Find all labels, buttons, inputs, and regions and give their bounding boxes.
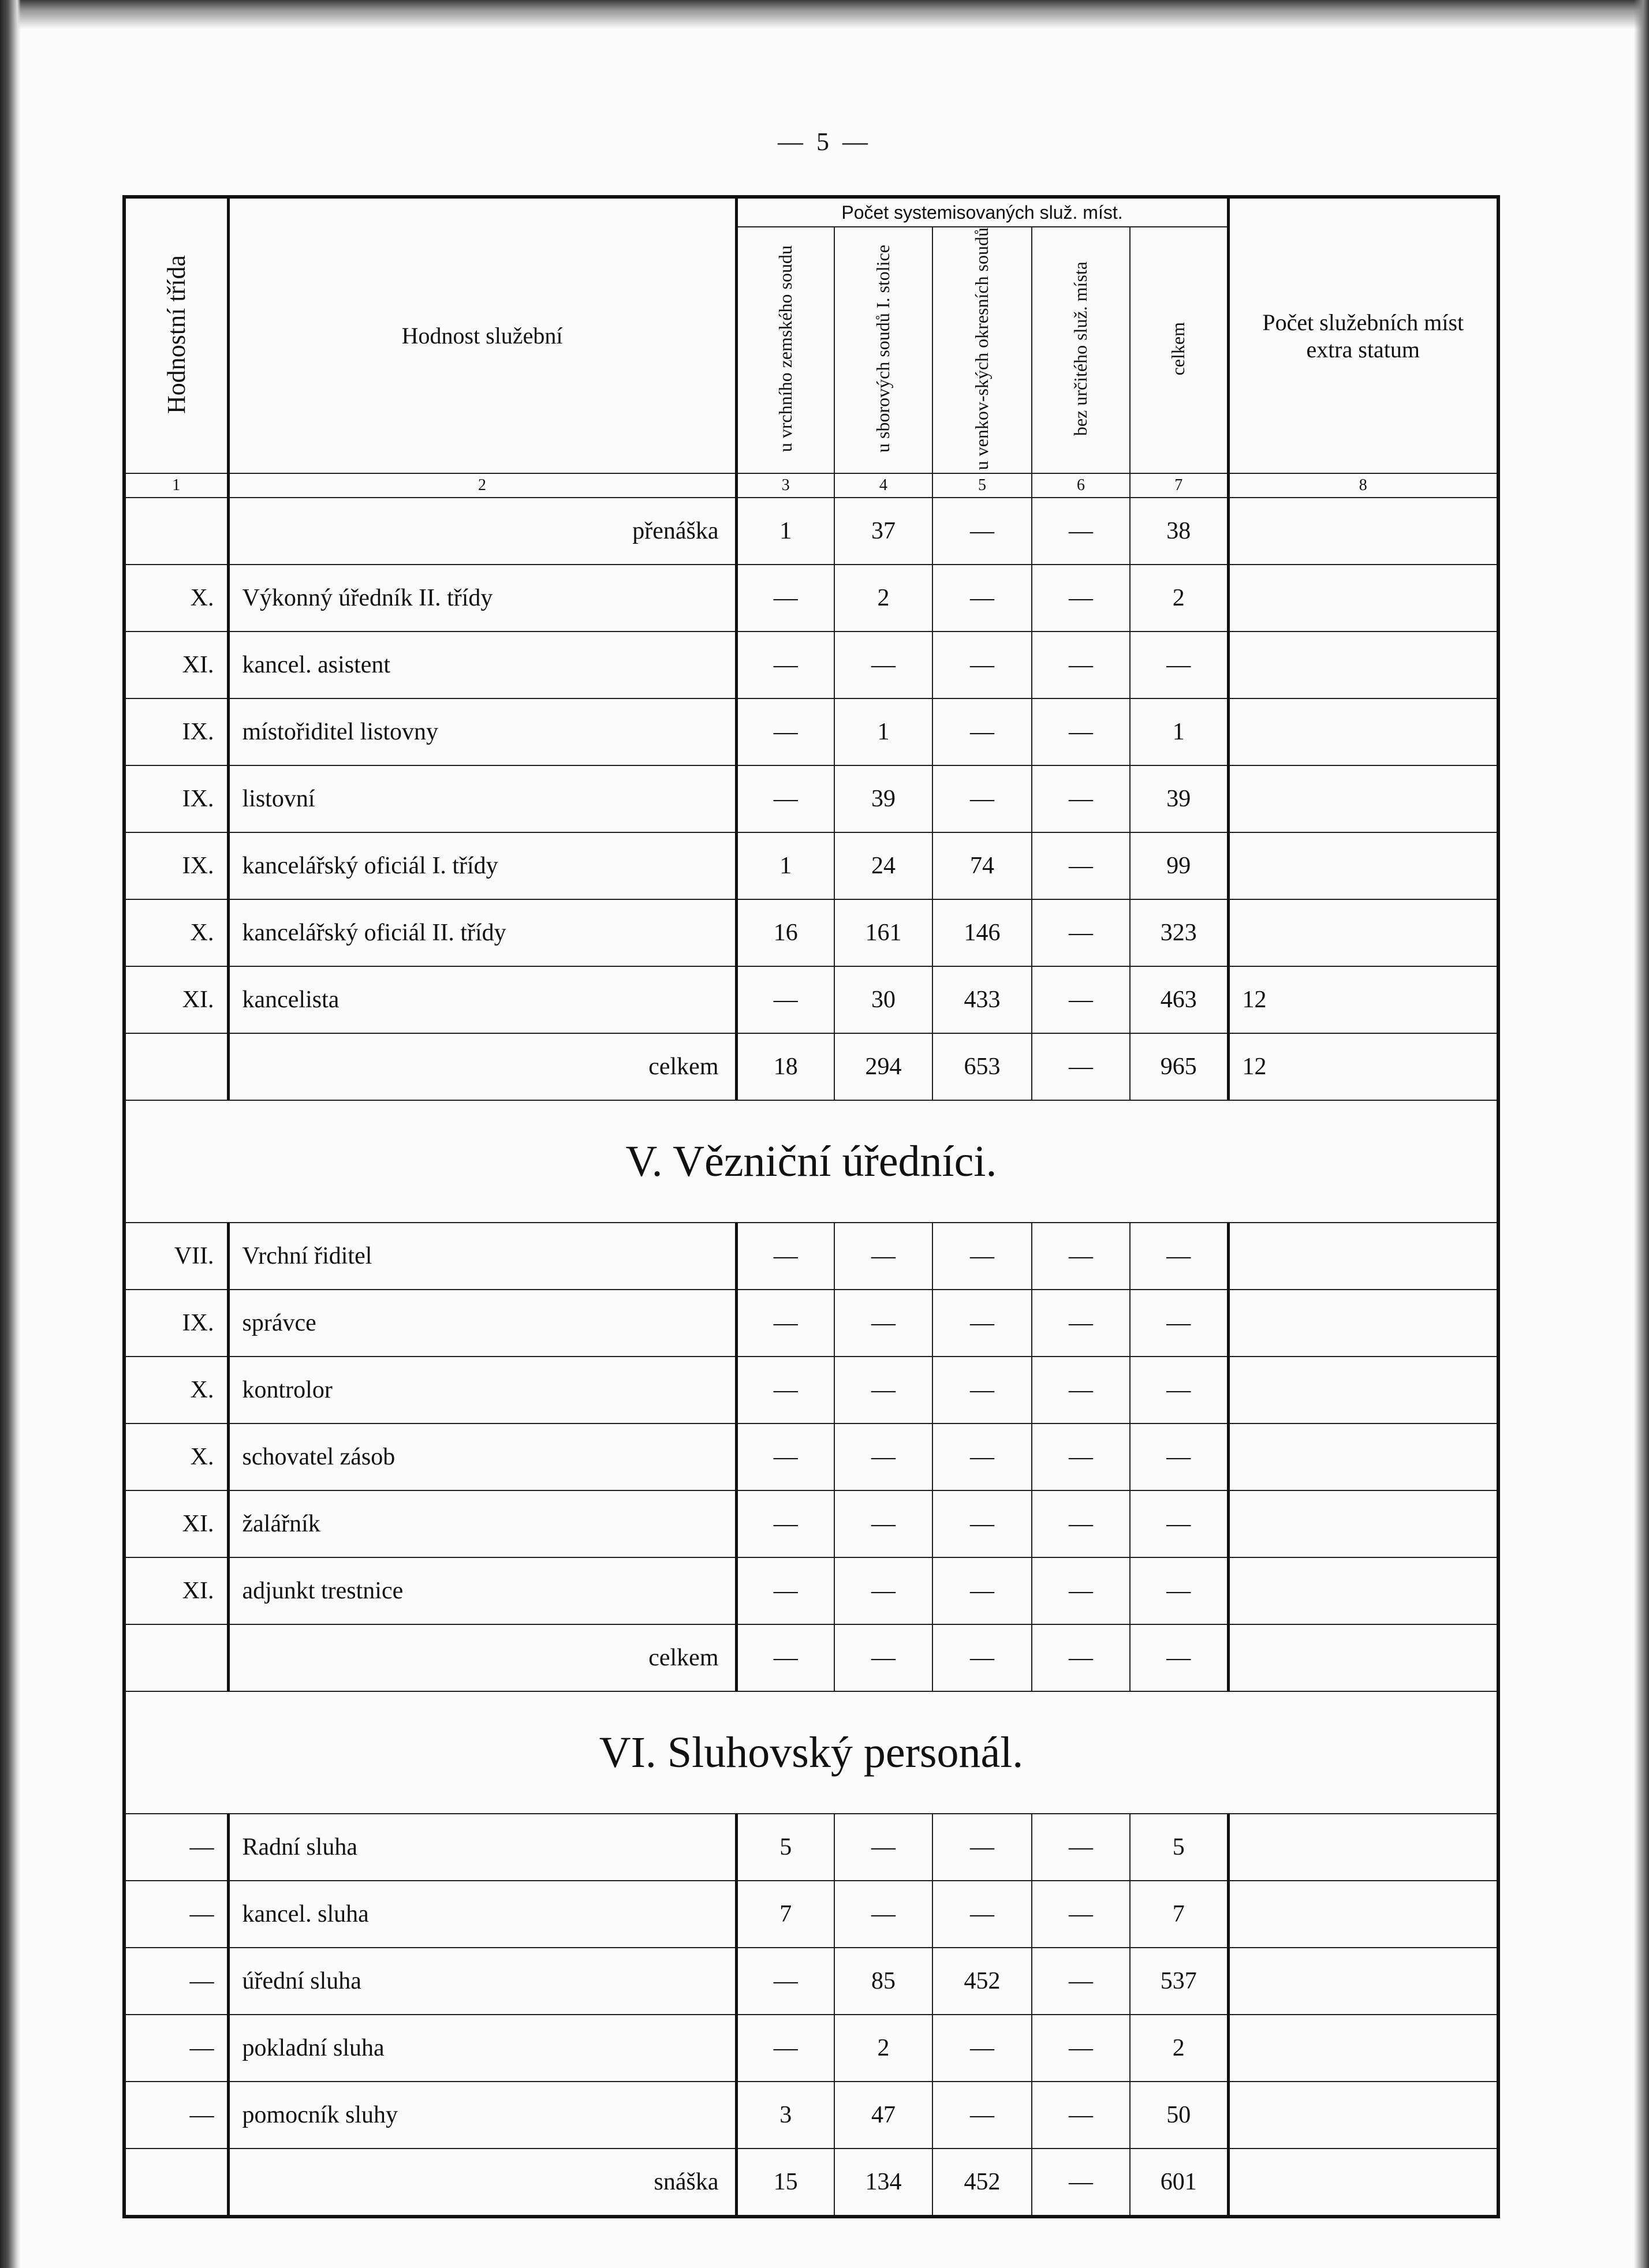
high-court-cell: 5 (736, 1814, 834, 1881)
high-court-cell: — (736, 1948, 834, 2015)
total-label-cell: snáška (228, 2149, 736, 2217)
high-court-cell: — (736, 1223, 834, 1290)
column-number: 5 (932, 473, 1032, 498)
rank-name-cell: kancel. asistent (228, 632, 736, 698)
district-courts-cell: 452 (932, 1948, 1032, 2015)
rank-name-cell: kancel. sluha (228, 1881, 736, 1948)
table-row (124, 1881, 1498, 1948)
no-fixed-post-cell: — (1032, 1290, 1130, 1357)
no-fixed-post-cell: — (1032, 565, 1130, 632)
total-label-cell: celkem (228, 1624, 736, 1691)
table-row (124, 2015, 1498, 2082)
rank-class-cell: IX. (124, 765, 228, 832)
total-cell: 99 (1130, 832, 1228, 899)
high-court-cell: 1 (736, 498, 834, 565)
extra-statum-cell (1228, 1624, 1498, 1691)
rank-name-cell: žalářník (228, 1490, 736, 1557)
table-row (124, 1814, 1498, 1881)
extra-statum-cell (1228, 765, 1498, 832)
collegiate-courts-cell: — (834, 1814, 932, 1881)
collegiate-courts-cell: — (834, 1223, 932, 1290)
table-row (124, 1357, 1498, 1423)
district-courts-cell: 452 (932, 2149, 1032, 2217)
collegiate-courts-cell: 294 (834, 1033, 932, 1100)
column-number: 3 (736, 473, 834, 498)
district-courts-cell: — (932, 565, 1032, 632)
total-cell: — (1130, 1357, 1228, 1423)
high-court-cell: — (736, 1423, 834, 1490)
collegiate-courts-cell: 24 (834, 832, 932, 899)
total-cell: 2 (1130, 2015, 1228, 2082)
extra-statum-cell (1228, 565, 1498, 632)
rank-name-cell: Vrchní řiditel (228, 1223, 736, 1290)
rank-class-cell: — (124, 1881, 228, 1948)
collegiate-courts-cell: — (834, 1357, 932, 1423)
column-number: 7 (1130, 473, 1228, 498)
extra-statum-cell (1228, 899, 1498, 966)
extra-statum-cell (1228, 698, 1498, 765)
high-court-cell: — (736, 698, 834, 765)
no-fixed-post-cell: — (1032, 2149, 1130, 2217)
collegiate-courts-cell: — (834, 1490, 932, 1557)
collegiate-courts-cell: — (834, 1624, 932, 1691)
total-cell: 50 (1130, 2082, 1228, 2149)
high-court-cell: — (736, 1357, 834, 1423)
rank-name-cell: Výkonný úředník II. třídy (228, 565, 736, 632)
high-court-cell: — (736, 632, 834, 698)
rank-name-cell: správce (228, 1290, 736, 1357)
no-fixed-post-cell: — (1032, 1881, 1130, 1948)
extra-statum-cell (1228, 1557, 1498, 1624)
column-number: 8 (1228, 473, 1498, 498)
no-fixed-post-cell: — (1032, 1948, 1130, 2015)
district-courts-cell: — (932, 1490, 1032, 1557)
header-rank: Hodnost služební (228, 197, 736, 473)
collegiate-courts-cell: 2 (834, 2015, 932, 2082)
rank-name-cell: kancelista (228, 966, 736, 1033)
district-courts-cell: — (932, 765, 1032, 832)
total-cell: — (1130, 632, 1228, 698)
rank-class-cell: IX. (124, 832, 228, 899)
district-courts-cell: — (932, 498, 1032, 565)
table-row (124, 1948, 1498, 2015)
total-cell: 38 (1130, 498, 1228, 565)
total-cell: 463 (1130, 966, 1228, 1033)
header-total: celkem (1130, 227, 1228, 473)
table-row (124, 1557, 1498, 1624)
table-body (124, 498, 1498, 2217)
high-court-cell: 7 (736, 1881, 834, 1948)
extra-statum-cell (1228, 1948, 1498, 2015)
high-court-cell: — (736, 765, 834, 832)
rank-name-cell: Radní sluha (228, 1814, 736, 1881)
high-court-cell: 18 (736, 1033, 834, 1100)
rank-name-cell: adjunkt trestnice (228, 1557, 736, 1624)
extra-statum-cell (1228, 1490, 1498, 1557)
total-cell: — (1130, 1490, 1228, 1557)
collegiate-courts-cell: 47 (834, 2082, 932, 2149)
rank-name-cell: kancelářský oficiál II. třídy (228, 899, 736, 966)
column-number: 1 (124, 473, 228, 498)
rank-class-cell: — (124, 2082, 228, 2149)
collegiate-courts-cell: — (834, 1290, 932, 1357)
total-cell: — (1130, 1557, 1228, 1624)
total-cell: 2 (1130, 565, 1228, 632)
rank-class-cell: X. (124, 899, 228, 966)
header-no-fixed-post: bez určitého služ. místa (1032, 227, 1130, 473)
rank-class-cell (124, 1033, 228, 1100)
rank-name-cell: kontrolor (228, 1357, 736, 1423)
high-court-cell: — (736, 2015, 834, 2082)
rank-class-cell: — (124, 1948, 228, 2015)
collegiate-courts-cell: 161 (834, 899, 932, 966)
no-fixed-post-cell: — (1032, 765, 1130, 832)
district-courts-cell: — (932, 1814, 1032, 1881)
no-fixed-post-cell: — (1032, 832, 1130, 899)
no-fixed-post-cell: — (1032, 1357, 1130, 1423)
total-cell: 39 (1130, 765, 1228, 832)
extra-statum-cell (1228, 632, 1498, 698)
rank-class-cell: VII. (124, 1223, 228, 1290)
district-courts-cell: — (932, 1423, 1032, 1490)
table-total-row (124, 1033, 1498, 1100)
high-court-cell: 15 (736, 2149, 834, 2217)
total-cell: — (1130, 1624, 1228, 1691)
page-number: — 5 — (778, 128, 871, 156)
no-fixed-post-cell: — (1032, 632, 1130, 698)
high-court-cell: 3 (736, 2082, 834, 2149)
rank-class-cell (124, 2149, 228, 2217)
total-cell: 7 (1130, 1881, 1228, 1948)
total-cell: 965 (1130, 1033, 1228, 1100)
rank-name-cell: úřední sluha (228, 1948, 736, 2015)
header-rank-class: Hodnostní třída (124, 197, 228, 473)
rank-name-cell: kancelářský oficiál I. třídy (228, 832, 736, 899)
rank-class-cell: — (124, 2015, 228, 2082)
district-courts-cell: — (932, 1290, 1032, 1357)
column-number: 2 (228, 473, 736, 498)
collegiate-courts-cell: 134 (834, 2149, 932, 2217)
total-cell: — (1130, 1223, 1228, 1290)
district-courts-cell: — (932, 698, 1032, 765)
high-court-cell: — (736, 1290, 834, 1357)
district-courts-cell: — (932, 1557, 1032, 1624)
no-fixed-post-cell: — (1032, 698, 1130, 765)
page-shadow-top (0, 0, 1649, 29)
page-shadow-right (1634, 0, 1649, 2268)
collegiate-courts-cell: 37 (834, 498, 932, 565)
district-courts-cell: — (932, 1881, 1032, 1948)
extra-statum-cell (1228, 1423, 1498, 1490)
collegiate-courts-cell: — (834, 632, 932, 698)
extra-statum-cell (1228, 2082, 1498, 2149)
high-court-cell: 16 (736, 899, 834, 966)
rank-class-cell: X. (124, 1423, 228, 1490)
extra-statum-cell (1228, 498, 1498, 565)
total-cell: — (1130, 1290, 1228, 1357)
page-shadow-left (0, 0, 21, 2268)
no-fixed-post-cell: — (1032, 899, 1130, 966)
district-courts-cell: — (932, 1624, 1032, 1691)
section-title: VI. Sluhovský personál. (124, 1691, 1498, 1814)
extra-statum-cell (1228, 2149, 1498, 2217)
total-cell: — (1130, 1423, 1228, 1490)
table-row (124, 899, 1498, 966)
total-cell: 323 (1130, 899, 1228, 966)
extra-statum-cell (1228, 832, 1498, 899)
total-cell: 1 (1130, 698, 1228, 765)
rank-name-cell: pomocník sluhy (228, 2082, 736, 2149)
rank-class-cell: X. (124, 1357, 228, 1423)
total-label-cell: celkem (228, 1033, 736, 1100)
header-high-court: u vrchního zemského soudu (736, 227, 834, 473)
column-number: 6 (1032, 473, 1130, 498)
no-fixed-post-cell: — (1032, 1223, 1130, 1290)
high-court-cell: 1 (736, 832, 834, 899)
district-courts-cell: — (932, 2015, 1032, 2082)
table-row (124, 698, 1498, 765)
no-fixed-post-cell: — (1032, 1423, 1130, 1490)
staff-table (122, 195, 1500, 2218)
total-cell: 537 (1130, 1948, 1228, 2015)
collegiate-courts-cell: — (834, 1881, 932, 1948)
collegiate-courts-cell: 1 (834, 698, 932, 765)
rank-class-cell: IX. (124, 698, 228, 765)
high-court-cell: — (736, 1557, 834, 1624)
rank-name-cell: pokladní sluha (228, 2015, 736, 2082)
table-row (124, 1223, 1498, 1290)
district-courts-cell: — (932, 1357, 1032, 1423)
extra-statum-cell (1228, 1357, 1498, 1423)
column-number-row (124, 473, 1498, 498)
section-title-row (124, 1100, 1498, 1223)
collegiate-courts-cell: 2 (834, 565, 932, 632)
table-row (124, 966, 1498, 1033)
table-row (124, 2082, 1498, 2149)
table-total-row (124, 2149, 1498, 2217)
rank-class-cell (124, 1624, 228, 1691)
extra-statum-cell: 12 (1228, 966, 1498, 1033)
collegiate-courts-cell: 30 (834, 966, 932, 1033)
district-courts-cell: 653 (932, 1033, 1032, 1100)
no-fixed-post-cell: — (1032, 1814, 1130, 1881)
total-label-cell: přenáška (228, 498, 736, 565)
table-row (124, 832, 1498, 899)
section-title: V. Vězniční úředníci. (124, 1100, 1498, 1223)
extra-statum-cell (1228, 1290, 1498, 1357)
table-total-row (124, 498, 1498, 565)
district-courts-cell: — (932, 2082, 1032, 2149)
no-fixed-post-cell: — (1032, 1490, 1130, 1557)
table-row (124, 565, 1498, 632)
extra-statum-cell (1228, 1881, 1498, 1948)
high-court-cell: — (736, 1624, 834, 1691)
high-court-cell: — (736, 966, 834, 1033)
table-row (124, 632, 1498, 698)
table-row (124, 1290, 1498, 1357)
district-courts-cell: 433 (932, 966, 1032, 1033)
district-courts-cell: 74 (932, 832, 1032, 899)
section-title-row (124, 1691, 1498, 1814)
table-row (124, 1423, 1498, 1490)
no-fixed-post-cell: — (1032, 1624, 1130, 1691)
no-fixed-post-cell: — (1032, 498, 1130, 565)
collegiate-courts-cell: 39 (834, 765, 932, 832)
rank-name-cell: listovní (228, 765, 736, 832)
total-cell: 5 (1130, 1814, 1228, 1881)
rank-class-cell: XI. (124, 632, 228, 698)
district-courts-cell: — (932, 1223, 1032, 1290)
total-cell: 601 (1130, 2149, 1228, 2217)
header-extra-statum: Počet služebních míst extra statum (1228, 197, 1498, 473)
high-court-cell: — (736, 565, 834, 632)
rank-class-cell: — (124, 1814, 228, 1881)
no-fixed-post-cell: — (1032, 2082, 1130, 2149)
table-row (124, 1490, 1498, 1557)
column-number: 4 (834, 473, 932, 498)
rank-class-cell (124, 498, 228, 565)
high-court-cell: — (736, 1490, 834, 1557)
collegiate-courts-cell: 85 (834, 1948, 932, 2015)
rank-class-cell: XI. (124, 1557, 228, 1624)
table-row (124, 765, 1498, 832)
rank-name-cell: schovatel zásob (228, 1423, 736, 1490)
no-fixed-post-cell: — (1032, 1557, 1130, 1624)
rank-class-cell: IX. (124, 1290, 228, 1357)
rank-class-cell: XI. (124, 1490, 228, 1557)
no-fixed-post-cell: — (1032, 966, 1130, 1033)
header-group-positions: Počet systemisovaných služ. míst. (736, 197, 1228, 227)
rank-class-cell: XI. (124, 966, 228, 1033)
district-courts-cell: — (932, 632, 1032, 698)
rank-name-cell: místořiditel listovny (228, 698, 736, 765)
header-collegiate-courts: u sborových soudů I. stolice (834, 227, 932, 473)
collegiate-courts-cell: — (834, 1557, 932, 1624)
no-fixed-post-cell: — (1032, 1033, 1130, 1100)
collegiate-courts-cell: — (834, 1423, 932, 1490)
extra-statum-cell (1228, 2015, 1498, 2082)
district-courts-cell: 146 (932, 899, 1032, 966)
extra-statum-cell (1228, 1814, 1498, 1881)
extra-statum-cell: 12 (1228, 1033, 1498, 1100)
table-total-row (124, 1624, 1498, 1691)
rank-class-cell: X. (124, 565, 228, 632)
header-district-courts: u venkov-ských okresních soudů (932, 227, 1032, 473)
no-fixed-post-cell: — (1032, 2015, 1130, 2082)
extra-statum-cell (1228, 1223, 1498, 1290)
